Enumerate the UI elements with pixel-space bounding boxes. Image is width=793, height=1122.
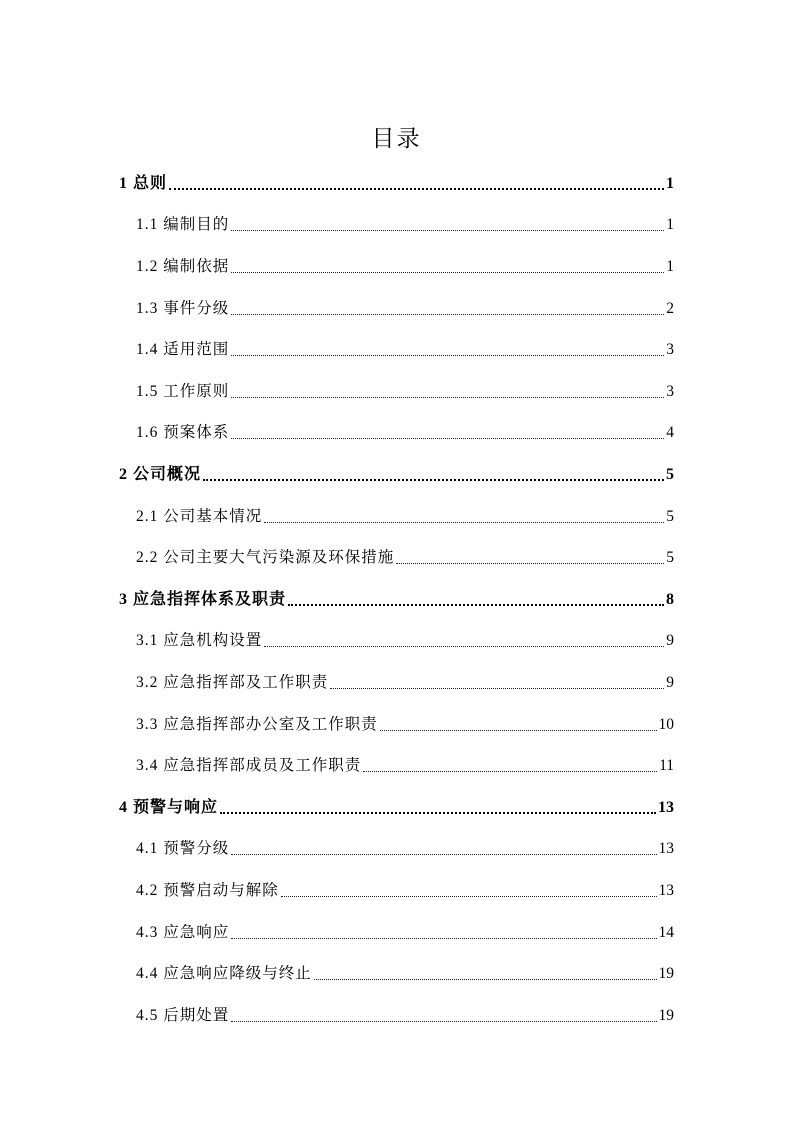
dot-leader bbox=[330, 688, 664, 689]
dot-leader bbox=[231, 314, 664, 315]
dot-leader bbox=[281, 896, 657, 897]
dot-leader bbox=[380, 730, 657, 731]
toc-entry[interactable] bbox=[136, 879, 674, 903]
toc-entry-label: 1 总则 bbox=[119, 175, 168, 192]
toc-entry-page: 11 bbox=[659, 757, 674, 774]
toc-entry-label: 2.1 公司基本情况 bbox=[136, 508, 263, 525]
toc-entry-label: 1.4 适用范围 bbox=[136, 341, 230, 358]
toc-entry[interactable] bbox=[136, 754, 674, 778]
page-title: 目录 bbox=[371, 126, 422, 152]
dot-leader bbox=[231, 938, 656, 939]
toc-entry[interactable] bbox=[136, 962, 674, 986]
dot-leader bbox=[231, 438, 664, 439]
toc-entry-page: 3 bbox=[666, 341, 674, 358]
toc-entry-page: 4 bbox=[666, 424, 674, 441]
dot-leader bbox=[264, 522, 664, 523]
toc-entry-label: 4.1 预警分级 bbox=[136, 840, 230, 857]
toc-entry[interactable] bbox=[119, 463, 674, 487]
toc-entry-label: 4.5 后期处置 bbox=[136, 1007, 230, 1024]
toc-entry-page: 14 bbox=[658, 924, 674, 941]
toc-entry-page: 9 bbox=[666, 674, 674, 691]
toc-entry[interactable] bbox=[136, 629, 674, 653]
toc-entry-label: 1.3 事件分级 bbox=[136, 300, 230, 317]
toc-entry-label: 4.4 应急响应降级与终止 bbox=[136, 965, 312, 982]
toc-entry-page: 13 bbox=[658, 882, 674, 899]
toc-entry[interactable] bbox=[119, 588, 674, 612]
toc-entry[interactable] bbox=[136, 380, 674, 404]
dot-leader bbox=[231, 230, 664, 231]
toc-entry[interactable] bbox=[136, 297, 674, 321]
dot-leader bbox=[220, 812, 656, 814]
toc-entry-page: 5 bbox=[666, 466, 674, 483]
toc-entry-page: 19 bbox=[658, 965, 674, 982]
toc-entry[interactable] bbox=[136, 713, 674, 737]
toc-entry-page: 19 bbox=[658, 1007, 674, 1024]
toc-entry-label: 1.5 工作原则 bbox=[136, 383, 230, 400]
toc-entry-label: 1.6 预案体系 bbox=[136, 424, 230, 441]
dot-leader bbox=[288, 604, 664, 606]
toc-entry-page: 5 bbox=[666, 549, 674, 566]
toc-entry-label: 3.3 应急指挥部办公室及工作职责 bbox=[136, 716, 378, 733]
toc-entry[interactable] bbox=[136, 505, 674, 529]
dot-leader bbox=[231, 854, 656, 855]
dot-leader bbox=[231, 272, 664, 273]
toc-entry-page: 1 bbox=[666, 175, 674, 192]
toc-entry-page: 9 bbox=[666, 632, 674, 649]
toc-entry-label: 4.2 预警启动与解除 bbox=[136, 882, 279, 899]
dot-leader bbox=[231, 355, 664, 356]
toc-entry-page: 8 bbox=[666, 591, 674, 608]
toc-entry-page: 2 bbox=[666, 300, 674, 317]
dot-leader bbox=[314, 979, 657, 980]
toc-entry[interactable] bbox=[136, 921, 674, 945]
toc-entry-page: 1 bbox=[666, 216, 674, 233]
toc-entry-page: 5 bbox=[666, 508, 674, 525]
toc-entry-label: 2.2 公司主要大气污染源及环保措施 bbox=[136, 549, 395, 566]
toc-entry-page: 10 bbox=[658, 716, 674, 733]
toc-entry-page: 1 bbox=[666, 258, 674, 275]
toc-entry-label: 2 公司概况 bbox=[119, 466, 202, 483]
toc-entry[interactable] bbox=[136, 837, 674, 861]
toc-entry-label: 4.3 应急响应 bbox=[136, 924, 230, 941]
dot-leader bbox=[231, 1021, 656, 1022]
toc-entry[interactable] bbox=[136, 421, 674, 445]
toc-entry-label: 3.4 应急指挥部成员及工作职责 bbox=[136, 757, 362, 774]
toc-entry[interactable] bbox=[136, 546, 674, 570]
toc-entry[interactable] bbox=[119, 796, 674, 820]
dot-leader bbox=[363, 771, 657, 772]
dot-leader bbox=[264, 646, 664, 647]
dot-leader bbox=[231, 397, 664, 398]
dot-leader bbox=[396, 563, 664, 564]
toc-entry-label: 3.1 应急机构设置 bbox=[136, 632, 263, 649]
toc-entry-label: 3 应急指挥体系及职责 bbox=[119, 591, 287, 608]
toc-entry-label: 1.1 编制目的 bbox=[136, 216, 230, 233]
toc-entry-label: 3.2 应急指挥部及工作职责 bbox=[136, 674, 329, 691]
toc-entry[interactable] bbox=[136, 213, 674, 237]
toc-entry-page: 13 bbox=[658, 840, 674, 857]
toc-entry[interactable] bbox=[136, 255, 674, 279]
toc-entry-page: 13 bbox=[658, 799, 674, 816]
toc-entry-label: 4 预警与响应 bbox=[119, 799, 219, 816]
toc-entry[interactable] bbox=[119, 172, 674, 196]
dot-leader bbox=[169, 188, 664, 190]
toc-entry-page: 3 bbox=[666, 383, 674, 400]
toc-entry[interactable] bbox=[136, 1004, 674, 1028]
toc-entry[interactable] bbox=[136, 338, 674, 362]
toc-entry-label: 1.2 编制依据 bbox=[136, 258, 230, 275]
dot-leader bbox=[203, 479, 664, 481]
toc-entry[interactable] bbox=[136, 671, 674, 695]
